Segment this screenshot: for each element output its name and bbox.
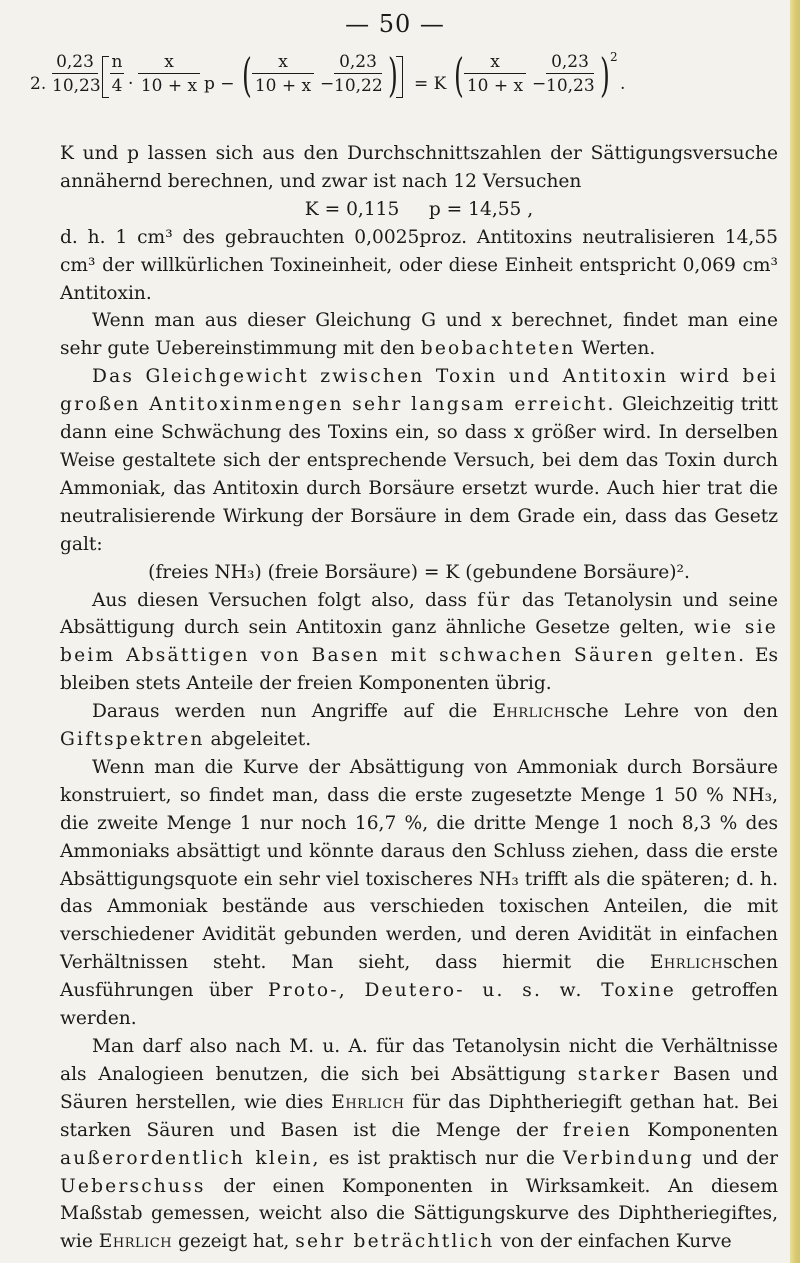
- close-paren-1: ): [388, 48, 398, 102]
- paragraph: Daraus werden nun Angriffe auf die Ehrlichsche Lehre von den Giftspektren abgeleitet.: [60, 701, 778, 751]
- paragraph: Wenn man die Kurve der Absättigung von Ammoniak durch Borsäure konstruiert, so findet man, dass die erste zugesetzte Menge 1 50 % NH₃, die zweite Menge 1 nur noch 16,7 %, die dritte Menge 1 noch 8,3 % des Ammoniaks absättigt und könnte daraus den Schluss ziehen, dass die erste Absättigungsquote ein sehr viel toxischeres NH₃ trifft als die späteren; d. h. das Ammoniak bestände aus verschieden toxischen Anteilen, die mit verschiedener Avidität gebunden werden, und deren Avidität in einfachen Verhältnissen steht. Man sieht, dass hiermit die Ehrlichschen Ausführungen über Proto-, Deutero- u. s. w. Toxine getroffen werden.: [60, 756, 779, 1030]
- page-number: — 50 —: [345, 10, 445, 38]
- open-paren-1: (: [242, 48, 252, 102]
- paragraph: K und p lassen sich aus den Durchschnittszahlen der Sättigungsversuche annähernd berechnen, und zwar ist nach 12 Versuchen: [60, 143, 778, 192]
- exponent: 2: [610, 50, 618, 64]
- paragraph: Aus diesen Versuchen folgt also, dass für das Tetanolysin und seine Absättigung durch sein Antitoxin ganz ähnliche Gesetze gelten, wie sie beim Absättigen von Basen mit schwachen Säuren gelten. Es bleiben stets Anteile der freien Komponenten übrig.: [60, 589, 778, 695]
- dot-operator: ·: [128, 74, 134, 94]
- paragraph: d. h. 1 cm³ des gebrauchten 0,0025proz. Antitoxins neutralisieren 14,55 cm³ der willkürlichen Toxineinheit, oder diese Einheit entspricht 0,069 cm³ Antitoxin.: [60, 226, 778, 304]
- body-text: [60, 140, 778, 1256]
- left-bracket: [102, 56, 109, 98]
- fraction-c2: 0,23 10,22: [334, 52, 383, 96]
- page-edge-shadow: [790, 0, 800, 1263]
- right-bracket: [396, 56, 403, 98]
- open-paren-2: (: [454, 48, 464, 102]
- fraction-x2: x 10 + x: [252, 52, 314, 96]
- close-paren-2: ): [600, 48, 610, 102]
- paragraph: Wenn man aus dieser Gleichung G und x berechnet, findet man eine sehr gute Uebereinstimmung mit den beobachteten Werten.: [60, 310, 778, 360]
- minus-operator: −: [320, 74, 335, 94]
- paragraph: Man darf also nach M. u. A. für das Tetanolysin nicht die Verhältnisse als Analogieen benutzen, die sich bei Absättigung starker Basen und Säuren herstellen, wie dies Ehrlich für das Diphtheriegift gethan hat. Bei starken Säuren und Basen ist die Menge der freien Komponenten außerordentlich klein, es ist praktisch nur die Verbindung und der Ueberschuss der einen Komponenten in Wirksamkeit. An diesem Maßstab gemessen, weicht also die Sättigungskurve des Diphtheriegiftes, wie Ehrlich gezeigt hat, sehr beträchtlich von der einfachen Kurve: [60, 1036, 779, 1253]
- p-minus: p −: [204, 74, 235, 94]
- equals-k: = K: [414, 74, 447, 94]
- formula-nh3: (freies NH₃) (freie Borsäure) = K (gebundene Borsäure)².: [148, 561, 690, 583]
- fraction-x1: x 10 + x: [138, 52, 200, 96]
- formula-k-p: K = 0,115 p = 14,55 ,: [304, 198, 534, 220]
- fraction-x3: x 10 + x: [464, 52, 526, 96]
- equation-label: 2.: [30, 74, 47, 94]
- paragraph: Das Gleichgewicht zwischen Toxin und Antitoxin wird bei großen Antitoxinmengen sehr langsam erreicht. Gleichzeitig tritt dann eine Schwächung des Toxins ein, so dass x größer wird. In derselben Weise gestaltete sich der entsprechende Versuch, bei dem das Toxin durch Ammoniak, das Antitoxin durch Borsäure ersetzt wurde. Auch hier trat die neutralisierende Wirkung der Borsäure in dem Grade ein, dass das Gesetz galt:: [60, 366, 778, 555]
- minus-operator-2: −: [532, 74, 547, 94]
- equation-end: .: [620, 74, 626, 94]
- fraction-c1: 0,23 10,23: [52, 52, 101, 96]
- equation-2: [30, 48, 778, 124]
- fraction-c3: 0,23 10,23: [546, 52, 595, 96]
- fraction-n-4: n 4: [111, 52, 123, 96]
